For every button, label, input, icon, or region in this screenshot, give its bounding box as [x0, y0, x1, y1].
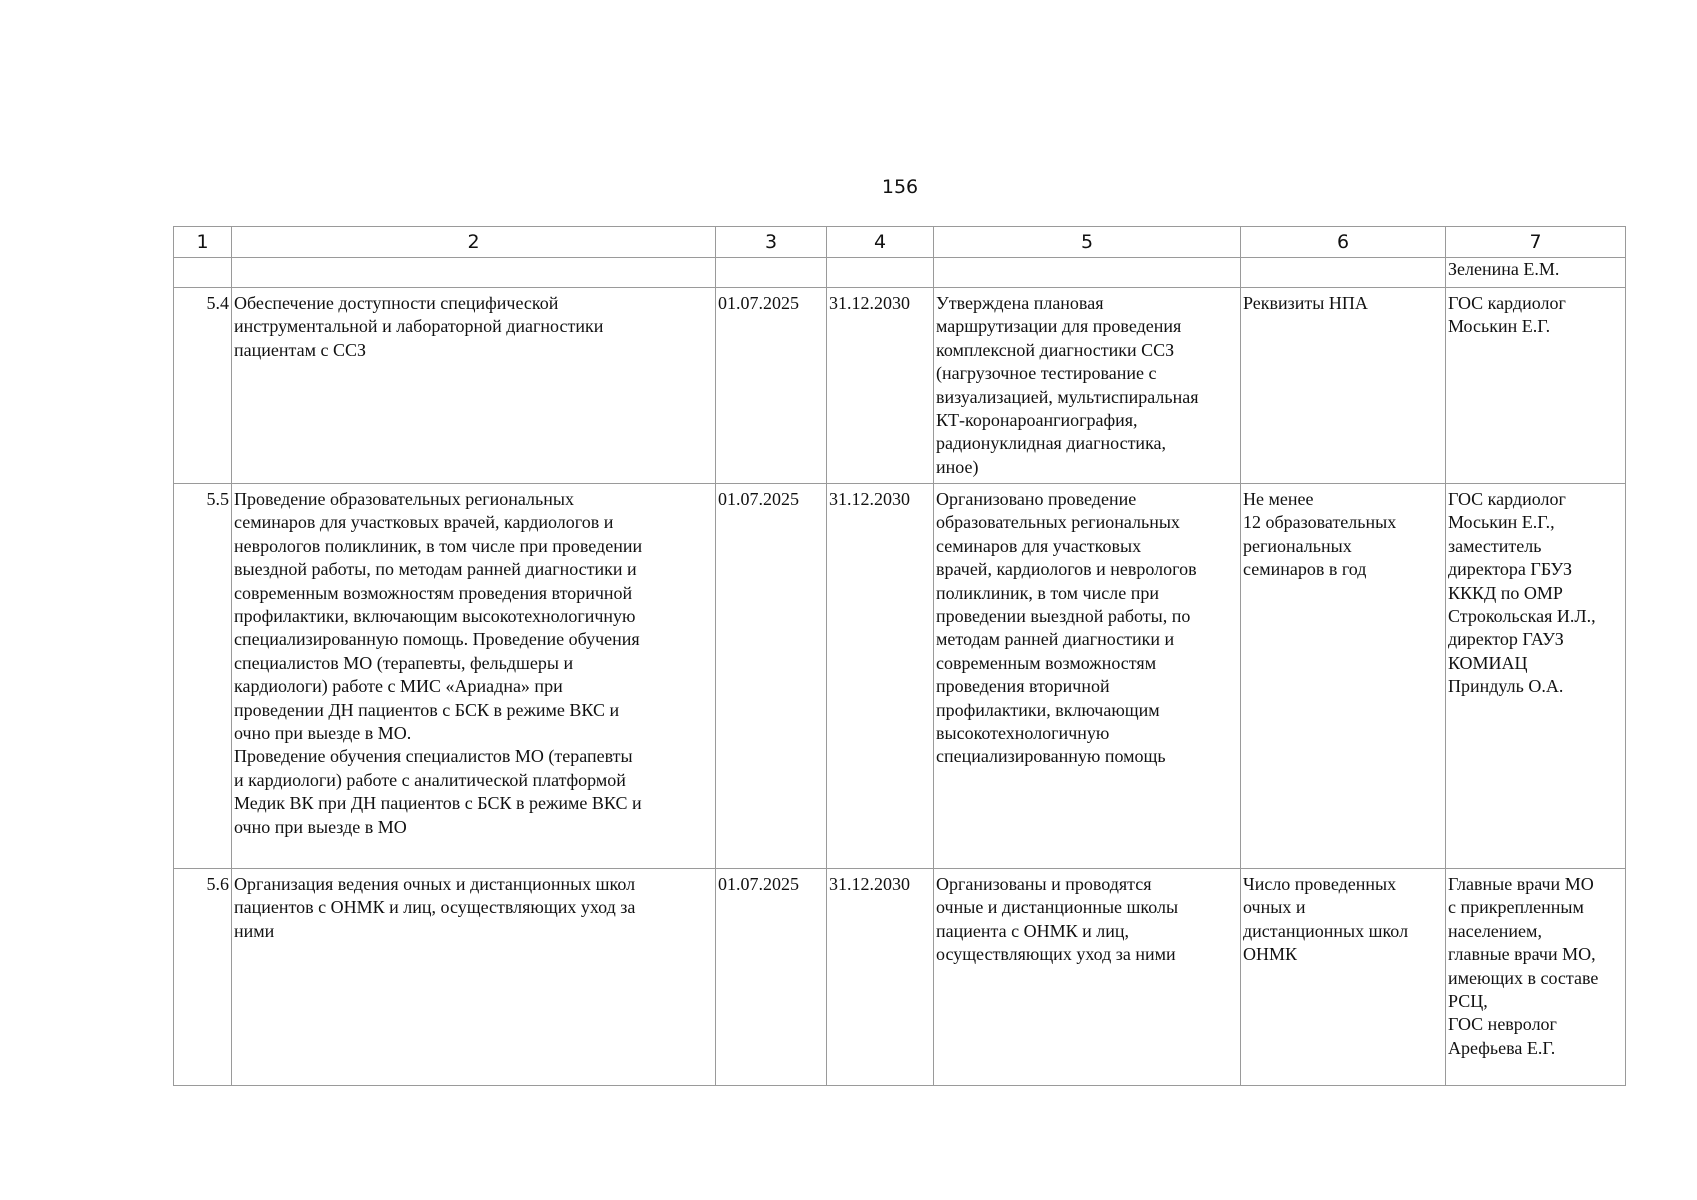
column-number-5: 5: [934, 227, 1241, 258]
result-cell: Утверждена плановая маршрутизации для проведения комплексной диагностики ССЗ (нагрузочное тестирование с визуализацией, мультиспиральная КТ-коронароангиография, радионуклидная диагностика, иное): [934, 288, 1241, 484]
activity-cell: Обеспечение доступности специфической инструментальной и лабораторной диагностики пациентам с ССЗ: [232, 288, 716, 484]
start-date-cell: 01.07.2025: [716, 869, 827, 1086]
column-number-3: 3: [716, 227, 827, 258]
start-date-cell: 01.07.2025: [716, 288, 827, 484]
continuation-row: [174, 258, 1626, 288]
indicator-cell: Не менее 12 образовательных региональных семинаров в год: [1241, 484, 1446, 869]
column-number-4: 4: [827, 227, 934, 258]
table-row: [174, 484, 1626, 869]
column-number-7: 7: [1446, 227, 1626, 258]
page-number: 156: [881, 176, 919, 198]
empty-cell: [1241, 258, 1446, 288]
column-number-1: 1: [174, 227, 232, 258]
responsible-cell: Зеленина Е.М.: [1446, 258, 1626, 288]
end-date-cell: 31.12.2030: [827, 288, 934, 484]
activity-plan-table: [173, 226, 1626, 1086]
result-cell: Организованы и проводятся очные и дистанционные школы пациента с ОНМК и лиц, осуществляющих уход за ними: [934, 869, 1241, 1086]
column-number-6: 6: [1241, 227, 1446, 258]
activity-cell: Организация ведения очных и дистанционных школ пациентов с ОНМК и лиц, осуществляющих уход за ними: [232, 869, 716, 1086]
item-number-cell: 5.5: [174, 484, 232, 869]
responsible-cell: ГОС кардиолог Моськин Е.Г.: [1446, 288, 1626, 484]
end-date-cell: 31.12.2030: [827, 484, 934, 869]
empty-cell: [174, 258, 232, 288]
item-number-cell: 5.4: [174, 288, 232, 484]
result-cell: Организовано проведение образовательных региональных семинаров для участковых врачей, кардиологов и неврологов поликлиник, в том числе при проведении выездной работы, по методам ранней диагностики и современным возможностям проведения вторичной профилактики, включающим высокотехнологичную специализированную помощь: [934, 484, 1241, 869]
empty-cell: [827, 258, 934, 288]
activity-cell: Проведение образовательных региональных семинаров для участковых врачей, кардиологов и неврологов поликлиник, в том числе при проведении выездной работы, по методам ранней диагностики и современным возможностям проведения вторичной профилактики, включающим высокотехнологичную специализированную помощь. Проведение обучения специалистов МО (терапевты, фельдшеры и кардиологи) работе с МИС «Ариадна» при проведении ДН пациентов с БСК в режиме ВКС и очно при выезде в МО. Проведение обучения специалистов МО (терапевты и кардиологи) работе с аналитической платформой Медик ВК при ДН пациентов с БСК в режиме ВКС и очно при выезде в МО: [232, 484, 716, 869]
responsible-cell: ГОС кардиолог Моськин Е.Г., заместитель директора ГБУЗ КККД по ОМР Строкольская И.Л., директор ГАУЗ КОМИАЦ Приндуль О.А.: [1446, 484, 1626, 869]
empty-cell: [934, 258, 1241, 288]
column-number-2: 2: [232, 227, 716, 258]
empty-cell: [716, 258, 827, 288]
indicator-cell: Число проведенных очных и дистанционных школ ОНМК: [1241, 869, 1446, 1086]
table-row: [174, 869, 1626, 1086]
empty-cell: [232, 258, 716, 288]
table-row: [174, 288, 1626, 484]
indicator-cell: Реквизиты НПА: [1241, 288, 1446, 484]
end-date-cell: 31.12.2030: [827, 869, 934, 1086]
column-number-header-row: [174, 227, 1626, 258]
start-date-cell: 01.07.2025: [716, 484, 827, 869]
responsible-cell: Главные врачи МО с прикрепленным населением, главные врачи МО, имеющих в составе РСЦ, ГОС невролог Арефьева Е.Г.: [1446, 869, 1626, 1086]
item-number-cell: 5.6: [174, 869, 232, 1086]
